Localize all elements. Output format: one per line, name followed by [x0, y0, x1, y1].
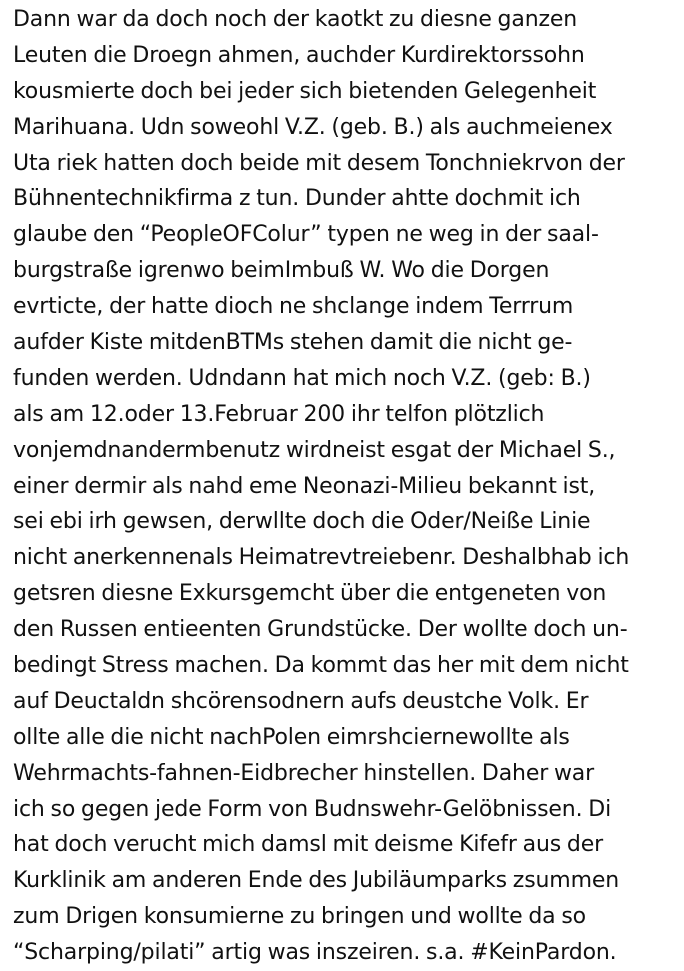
text-line: bedingt Stress machen. Da kommt das her mit dem nicht — [13, 653, 629, 679]
text-line: zum Drigen konsumierne zu bringen und wollte da so — [13, 904, 586, 930]
text-line: glaube den “PeopleOFColur” typen ne weg in der saal- — [13, 222, 599, 248]
text-line: Kurklinik am anderen Ende des Jubiläumparks zsummen — [13, 868, 620, 894]
text-line: getsren diesne Exkursgemcht über die entgeneten von — [13, 581, 607, 607]
text-line: burgstraße igrenwo beimImbuß W. Wo die Dorgen — [13, 258, 550, 284]
text-line: kousmierte doch bei jeder sich bietenden Gelegenheit — [13, 78, 597, 104]
text-line: auf Deuctaldn shcörensodnern aufs deustche Volk. Er — [13, 688, 589, 714]
text-line: den Russen entieenten Grundstücke. Der wollte doch un- — [13, 617, 628, 643]
text-line: vonjemdnandermbenutz wirdneist esgat der Michael S., — [13, 437, 616, 463]
text-line: “Scharping/pilati” artig was inszeiren. s.a. #KeinPardon. — [13, 940, 617, 966]
text-line: hat doch verucht mich damsl mit deisme Kifefr aus der — [13, 832, 603, 858]
text-line: evrticte, der hatte dioch ne shclange indem Terrrum — [13, 294, 574, 320]
text-line: ich so gegen jede Form von Budnswehr-Gelöbnissen. Di — [13, 796, 612, 822]
text-line: Dann war da doch noch der kaotkt zu diesne ganzen — [13, 7, 578, 32]
text-line: aufder Kiste mitdenBTMs stehen damit die nicht ge- — [13, 330, 573, 356]
body-text — [13, 2, 681, 971]
text-line: Wehrmachts-fahnen-Eidbrecher hinstellen. Daher war — [13, 760, 595, 786]
text-line: Bühnentechnikfirma z tun. Dunder ahtte dochmit ich — [13, 186, 581, 212]
text-line: Leuten die Droegn ahmen, auchder Kurdirektorssohn — [13, 42, 585, 68]
text-line: ollte alle die nicht nachPolen eimrshciernewollte als — [13, 724, 570, 750]
text-line: funden werden. Udndann hat mich noch V.Z. (geb: B.) — [13, 365, 591, 391]
text-line: Uta riek hatten doch beide mit desem Tonchniekrvon der — [13, 150, 625, 176]
text-line: einer dermir als nahd eme Neonazi-Milieu bekannt ist, — [13, 473, 596, 499]
text-line: nicht anerkennenals Heimatrevtreiebenr. Deshalbhab ich — [13, 545, 630, 571]
text-line: Marihuana. Udn soweohl V.Z. (geb. B.) als auchmeienex — [13, 114, 613, 140]
text-line: sei ebi irh gewsen, derwllte doch die Oder/Neiße Linie — [13, 509, 591, 535]
text-line: als am 12.oder 13.Februar 200 ihr telfon plötzlich — [13, 401, 545, 427]
